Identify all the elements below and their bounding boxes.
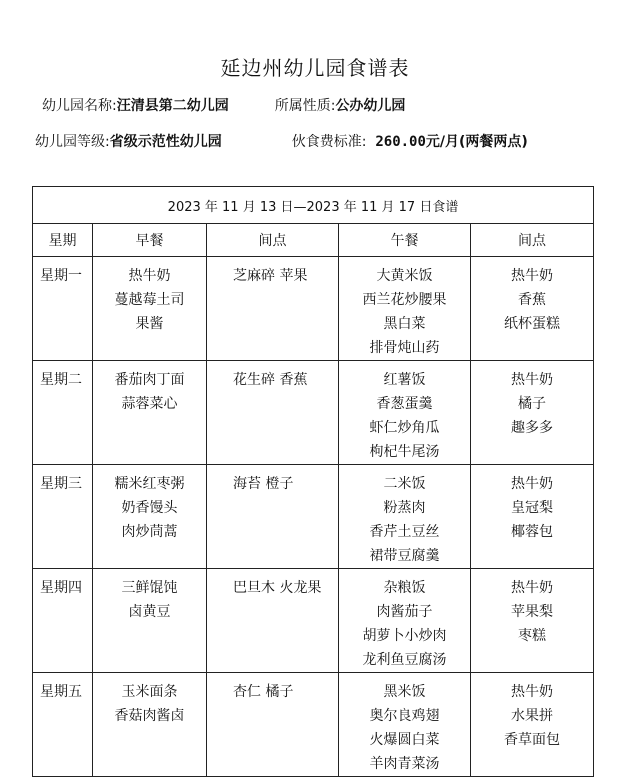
menu-item: 花生碎 香蕉 [233,372,308,388]
page-title: 延边州幼儿园食谱表 [220,56,410,80]
table-caption: 2023 年 11 月 13 日—2023 年 11 月 17 日食谱 [33,187,594,224]
menu-item: 枸杞牛尾汤 [369,444,440,460]
menu-item: 海苔 橙子 [233,476,294,492]
afternoon-snack-cell [471,569,594,673]
table-row [33,257,594,361]
breakfast-cell [93,465,207,569]
lunch-cell [339,569,471,673]
day-cell: 星期三 [33,465,93,569]
menu-item: 番茄肉丁面 [114,372,185,388]
menu-item: 羊肉青菜汤 [369,756,440,772]
menu-item: 椰蓉包 [511,524,554,540]
fee-amount: 260.00 [375,134,426,150]
menu-table [32,186,594,777]
menu-item: 热牛奶 [128,268,171,284]
morning-snack-cell [207,569,339,673]
menu-item: 蒜蓉菜心 [121,396,178,412]
menu-item: 趣多多 [511,420,554,436]
table-row [33,361,594,465]
menu-item: 二米饭 [383,476,426,492]
menu-item: 热牛奶 [511,476,554,492]
menu-item: 橘子 [518,396,547,412]
menu-item: 纸杯蛋糕 [504,316,561,332]
nature-value: 公办幼儿园 [335,98,406,114]
menu-item: 龙利鱼豆腐汤 [362,652,447,668]
menu-item: 黑白菜 [383,316,426,332]
lunch-cell [339,257,471,361]
menu-item: 香葱蛋羹 [376,396,433,412]
nature-label: 所属性质: [274,98,336,114]
info-line-2 [35,131,528,151]
breakfast-cell [93,257,207,361]
menu-item: 热牛奶 [511,684,554,700]
menu-item: 胡萝卜小炒肉 [362,628,447,644]
menu-item: 黑米饭 [383,684,426,700]
morning-snack-cell [207,465,339,569]
menu-item: 香菇肉酱卤 [114,708,185,724]
menu-item: 奶香馒头 [121,500,178,516]
menu-item: 卤黄豆 [128,604,171,620]
menu-item: 香草面包 [504,732,561,748]
afternoon-snack-cell [471,465,594,569]
menu-item: 热牛奶 [511,372,554,388]
day-cell: 星期二 [33,361,93,465]
afternoon-snack-cell [471,257,594,361]
menu-item: 奥尔良鸡翅 [369,708,440,724]
breakfast-cell [93,361,207,465]
header-afternoon-snack: 间点 [471,224,594,257]
lunch-cell [339,465,471,569]
menu-item: 水果拼 [511,708,554,724]
menu-item: 苹果梨 [511,604,554,620]
menu-item: 粉蒸肉 [383,500,426,516]
menu-item: 糯米红枣粥 [114,476,185,492]
kindergarten-name-value: 汪清县第二幼儿园 [116,98,229,114]
menu-item: 排骨炖山药 [369,340,440,356]
menu-item: 香芹土豆丝 [369,524,440,540]
menu-item: 皇冠梨 [511,500,554,516]
menu-item: 红薯饭 [383,372,426,388]
menu-item: 火爆圆白菜 [369,732,440,748]
fee-label: 伙食费标准: [291,134,367,150]
menu-item: 玉米面条 [121,684,178,700]
menu-item: 肉炒茼蒿 [121,524,178,540]
day-cell: 星期五 [33,673,93,777]
menu-item: 芝麻碎 苹果 [233,268,308,284]
breakfast-cell [93,569,207,673]
menu-item: 热牛奶 [511,580,554,596]
menu-item: 西兰花炒腰果 [362,292,447,308]
day-cell: 星期一 [33,257,93,361]
kindergarten-name-label: 幼儿园名称: [42,98,117,114]
menu-item: 蔓越莓土司 [114,292,185,308]
header-breakfast: 早餐 [93,224,207,257]
menu-item: 巴旦木 火龙果 [233,580,322,596]
grade-label: 幼儿园等级: [35,134,110,150]
morning-snack-cell [207,257,339,361]
menu-item: 枣糕 [518,628,547,644]
afternoon-snack-cell [471,361,594,465]
menu-item: 大黄米饭 [376,268,433,284]
morning-snack-cell [207,361,339,465]
menu-item: 裙带豆腐羹 [369,548,440,564]
header-weekday: 星期 [33,224,93,257]
table-header-row [33,224,594,257]
menu-item: 杂粮饭 [383,580,426,596]
menu-item: 热牛奶 [511,268,554,284]
menu-item: 三鲜馄饨 [121,580,178,596]
table-row [33,465,594,569]
header-morning-snack: 间点 [207,224,339,257]
lunch-cell [339,361,471,465]
day-cell: 星期四 [33,569,93,673]
menu-item: 果酱 [135,316,164,332]
menu-item: 香蕉 [518,292,547,308]
menu-item: 肉酱茄子 [376,604,433,620]
header-lunch: 午餐 [339,224,471,257]
info-line-1 [42,95,405,115]
menu-item: 杏仁 橘子 [233,684,294,700]
table-row [33,569,594,673]
menu-item: 虾仁炒角瓜 [369,420,440,436]
grade-value: 省级示范性幼儿园 [109,134,222,150]
fee-unit: 元/月(两餐两点) [425,134,528,150]
